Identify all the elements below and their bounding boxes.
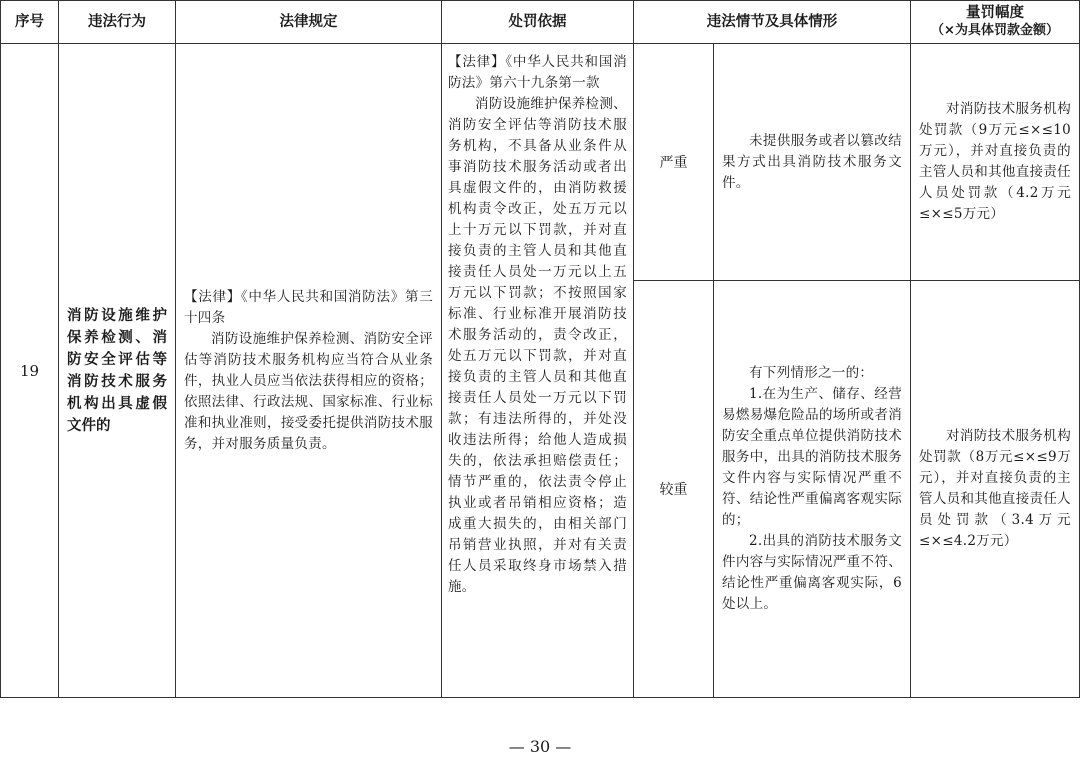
basis-title: 【法律】《中华人民共和国消防法》第六十九条第一款 [448, 54, 627, 91]
row-behavior: 消防设施维护保养检测、消防安全评估等消防技术服务机构出具虚假文件的 [59, 44, 176, 698]
level-serious: 较重 [634, 281, 714, 698]
header-range-sub: （×为具体罚款金额） [931, 23, 1059, 38]
header-basis: 处罚依据 [442, 1, 634, 44]
detail-serious-item-1: 1.在为生产、储存、经营易燃易爆危险品的场所或者消防安全重点单位提供消防技术服务中，出具的消防技术服务文件内容与实际情况严重不符、结论性严重偏离客观实际的； [722, 386, 902, 528]
range-serious [911, 281, 1080, 698]
header-circumstance: 违法情节及具体情形 [634, 1, 911, 44]
header-range [911, 1, 1080, 44]
detail-severe [714, 44, 911, 281]
detail-serious-intro: 有下列情形之一的： [749, 365, 874, 381]
range-severe-text: 对消防技术服务机构处罚款（9万元≤×≤10万元），并对直接负责的主管人员和其他直接责任人员处罚款（4.2万元≤×≤5万元） [919, 101, 1071, 222]
row-basis [442, 44, 634, 698]
law-title: 【法律】《中华人民共和国消防法》第三十四条 [184, 288, 433, 326]
range-severe [911, 44, 1080, 281]
header-range-title: 量罚幅度 [966, 5, 1024, 21]
row-seq: 19 [1, 44, 59, 698]
table-row [1, 44, 1080, 281]
basis-body: 消防设施维护保养检测、消防安全评估等消防技术服务机构，不具备从业条件从事消防技术服务活动或者出具虚假文件的，由消防救援机构责令改正，处五万元以上十万元以下罚款，并对直接负责的主管人员和其他直接责任人员处一万元以上五万元以下罚款；不按照国家标准、行业标准开展消防技术服务活动的，责令改正，处五万元以下罚款，并对直接负责的主管人员和其他直接责任人员处一万元以下罚款；有违法所得的，并处没收违法所得；给他人造成损失的，依法承担赔偿责任；情节严重的，依法责令停止执业或者吊销相应资格；造成重大损失的，由相关部门吊销营业执照，并对有关责任人员采取终身市场禁入措施。 [448, 96, 627, 595]
detail-severe-text: 未提供服务或者以篡改结果方式出具消防技术服务文件。 [722, 132, 902, 191]
header-behavior: 违法行为 [59, 1, 176, 44]
detail-serious-item-2: 2.出具的消防技术服务文件内容与实际情况严重不符、结论性严重偏离客观实际，6处以上。 [722, 533, 902, 612]
page-number: — 30 — [508, 737, 572, 756]
header-row [1, 1, 1080, 44]
range-serious-text: 对消防技术服务机构处罚款（8万元≤×≤9万元），并对直接负责的主管人员和其他直接责任人员处罚款（3.4万元≤×≤4.2万元） [919, 428, 1071, 549]
detail-serious [714, 281, 911, 698]
header-seq: 序号 [1, 1, 59, 44]
header-law: 法律规定 [176, 1, 442, 44]
row-law [176, 44, 442, 698]
level-severe: 严重 [634, 44, 714, 281]
law-body: 消防设施维护保养检测、消防安全评估等消防技术服务机构应当符合从业条件，执业人员应当依法获得相应的资格；依照法律、行政法规、国家标准、行业标准和执业准则，接受委托提供消防技术服务，并对服务质量负责。 [184, 330, 433, 452]
